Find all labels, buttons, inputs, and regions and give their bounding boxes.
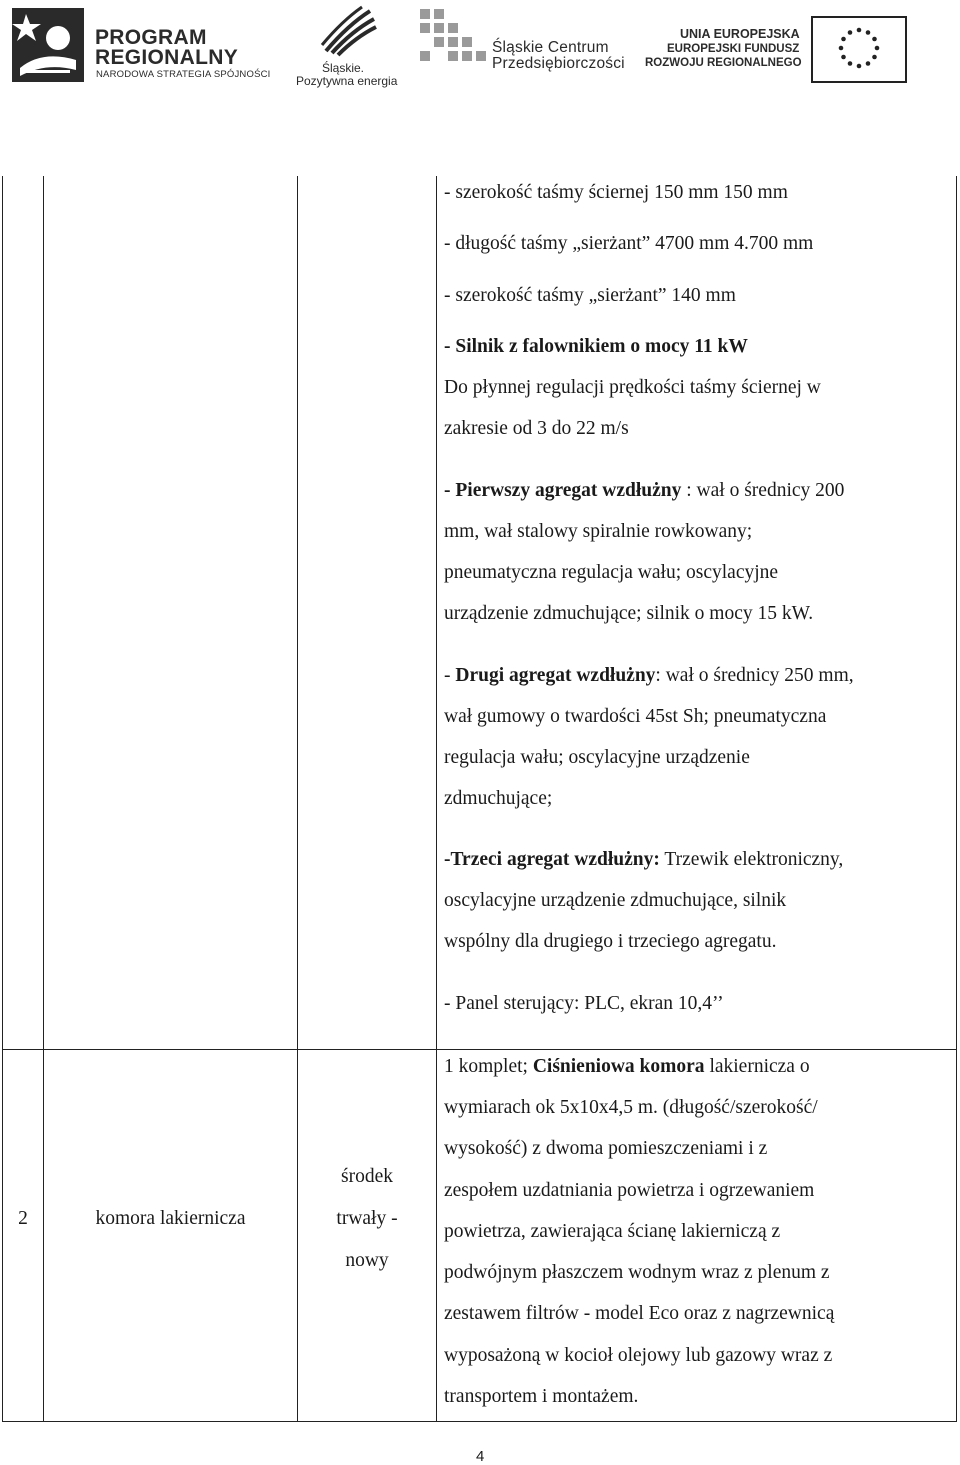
program-regionalny-subtitle: NARODOWA STRATEGIA SPÓJNOŚCI xyxy=(96,69,271,80)
row1-line: oscylacyjne urządzenie zdmuchujące, silnik xyxy=(444,890,787,911)
row2-line: zespołem uzdatniania powietrza i ogrzewaniem xyxy=(444,1180,815,1201)
slaskie-swoosh-icon xyxy=(318,5,378,59)
eu-flag-icon xyxy=(811,16,907,83)
scp-squares-icon xyxy=(420,9,490,73)
slaskie-logo xyxy=(318,5,378,59)
table-col-divider-2 xyxy=(297,176,298,1422)
row1-line: regulacja wału; oscylacyjne urządzenie xyxy=(444,747,750,768)
header-logos xyxy=(0,0,960,95)
row2-line: zestawem filtrów - model Eco oraz z nagrzewnicą xyxy=(444,1303,835,1324)
program-regionalny-logo xyxy=(12,8,84,82)
row2-type-line1: środek xyxy=(341,1166,393,1187)
row1-line: Do płynnej regulacji prędkości taśmy ściernej w xyxy=(444,377,821,398)
scp-name-line2: Przedsiębiorczości xyxy=(492,55,625,72)
row1-line: zdmuchujące; xyxy=(444,788,553,809)
row1-line: - Drugi agregat wzdłużny: wał o średnicy 250 mm, xyxy=(444,665,854,686)
row1-line: pneumatyczna regulacja wału; oscylacyjne xyxy=(444,562,779,583)
row1-line: zakresie od 3 do 22 m/s xyxy=(444,418,629,439)
scp-logo xyxy=(420,9,490,73)
row1-line: urządzenie zdmuchujące; silnik o mocy 15 kW. xyxy=(444,603,814,624)
row1-line: - Panel sterujący: PLC, ekran 10,4’’ xyxy=(444,993,724,1014)
row1-line: - szerokość taśmy ściernej 150 mm 150 mm xyxy=(444,182,788,203)
row2-line: podwójnym płaszczem wodnym wraz z plenum z xyxy=(444,1262,830,1283)
row1-line: mm, wał stalowy spiralnie rowkowany; xyxy=(444,521,753,542)
program-regionalny-title-2: REGIONALNY xyxy=(95,46,239,69)
row2-line: wysokość) z dwoma pomieszczeniami i z xyxy=(444,1138,768,1159)
ue-subtitle-1: EUROPEJSKI FUNDUSZ xyxy=(667,43,800,55)
row2-line: wyposażoną w kocioł olejowy lub gazowy wraz z xyxy=(444,1345,833,1366)
row2-line: 1 komplet; Ciśnieniowa komora lakiernicza o xyxy=(444,1056,810,1077)
row1-line: - Silnik z falownikiem o mocy 11 kW xyxy=(444,336,748,357)
ue-title: UNIA EUROPEJSKA xyxy=(680,27,800,41)
page-number: 4 xyxy=(476,1448,485,1465)
row1-line: -Trzeci agregat wzdłużny: Trzewik elektroniczny, xyxy=(444,849,844,870)
program-regionalny-title-1: PROGRAM xyxy=(95,26,207,49)
row2-line: wymiarach ok 5x10x4,5 m. (długość/szerokość/ xyxy=(444,1097,818,1118)
row1-line: wał gumowy o twardości 45st Sh; pneumatyczna xyxy=(444,706,827,727)
table-border-right xyxy=(956,176,957,1422)
scp-name-line1: Śląskie Centrum xyxy=(492,39,609,56)
slaskie-name: Śląskie. xyxy=(322,61,365,75)
row1-line: - długość taśmy „sierżant” 4700 mm 4.700 mm xyxy=(444,233,814,254)
row2-type-line2: trwały - xyxy=(336,1208,398,1229)
table-col-divider-1 xyxy=(43,176,44,1422)
row1-line: wspólny dla drugiego i trzeciego agregatu. xyxy=(444,931,777,952)
ue-subtitle-2: ROZWOJU REGIONALNEGO xyxy=(645,57,802,69)
row1-line: - szerokość taśmy „sierżant” 140 mm xyxy=(444,285,736,306)
program-regionalny-emblem-icon xyxy=(12,8,84,82)
row1-line: - Pierwszy agregat wzdłużny : wał o średnicy 200 xyxy=(444,480,845,501)
table-border-left xyxy=(2,176,3,1422)
table-col-divider-3 xyxy=(436,176,437,1422)
row2-line: transportem i montażem. xyxy=(444,1386,639,1407)
row2-line: powietrza, zawierająca ścianę lakierniczą z xyxy=(444,1221,781,1242)
row2-type-line3: nowy xyxy=(345,1250,389,1271)
row2-item-name: komora lakiernicza xyxy=(95,1208,246,1229)
slaskie-slogan: Pozytywna energia xyxy=(296,74,398,88)
table-border-bottom xyxy=(2,1421,957,1422)
row2-number: 2 xyxy=(18,1208,28,1229)
